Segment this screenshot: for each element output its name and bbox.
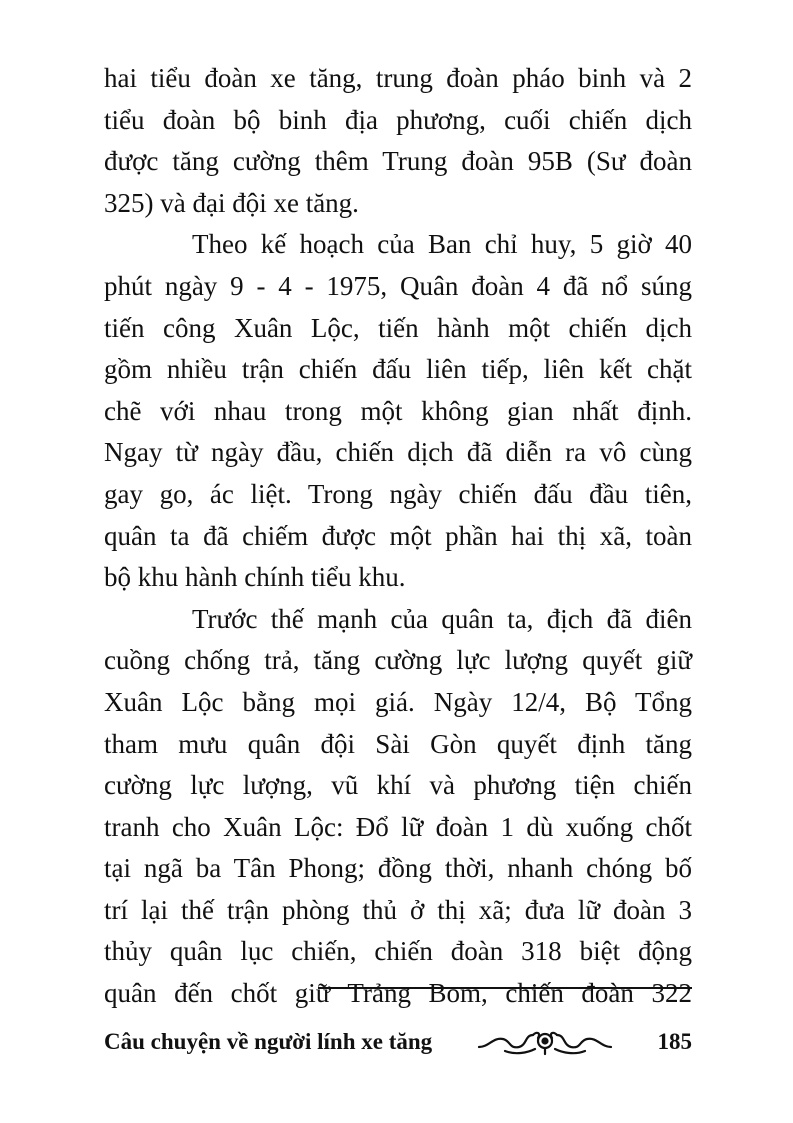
text-line: Ngay từ ngày đầu, chiến dịch đã diễn ra vô cùng <box>104 437 692 468</box>
paragraph <box>104 599 692 1015</box>
page-footer <box>104 1023 692 1061</box>
text-line: Theo kế hoạch của Ban chỉ huy, 5 giờ 40 <box>192 229 692 260</box>
flourish-ornament-icon <box>475 1027 615 1057</box>
page-number: 185 <box>657 1029 692 1054</box>
text-line: được tăng cường thêm Trung đoàn 95B (Sư đoàn <box>104 146 692 177</box>
text-line: cuồng chống trả, tăng cường lực lượng quyết giữ <box>104 645 692 676</box>
text-line: bộ khu hành chính tiểu khu. <box>104 562 406 593</box>
text-line: Xuân Lộc bằng mọi giá. Ngày 12/4, Bộ Tổng <box>104 686 692 717</box>
text-line: cường lực lượng, vũ khí và phương tiện chiến <box>104 770 692 801</box>
paragraph <box>104 58 692 224</box>
text-line: phút ngày 9 - 4 - 1975, Quân đoàn 4 đã nổ súng <box>104 270 692 301</box>
text-line: Trước thế mạnh của quân ta, địch đã điên <box>192 603 692 634</box>
text-line: tham mưu quân đội Sài Gòn quyết định tăng <box>104 728 692 759</box>
text-line: quân đến chốt giữ Trảng Bom, chiến đoàn 322 <box>104 978 692 1009</box>
footer-rule <box>318 987 692 989</box>
page-body-text <box>104 58 692 1015</box>
text-line: tiến công Xuân Lộc, tiến hành một chiến dịch <box>104 312 692 343</box>
running-book-title: Câu chuyện về người lính xe tăng <box>104 1029 433 1054</box>
text-line: chẽ với nhau trong một không gian nhất định. <box>104 395 692 426</box>
text-line: gồm nhiều trận chiến đấu liên tiếp, liên kết chặt <box>104 354 692 385</box>
text-line: quân ta đã chiếm được một phần hai thị xã, toàn <box>104 520 692 551</box>
text-line: tiểu đoàn bộ binh địa phương, cuối chiến dịch <box>104 104 692 135</box>
text-line: tranh cho Xuân Lộc: Đổ lữ đoàn 1 dù xuống chốt <box>104 811 692 842</box>
text-line: trí lại thế trận phòng thủ ở thị xã; đưa lữ đoàn 3 <box>104 894 692 925</box>
paragraph <box>104 224 692 598</box>
text-line: 325) và đại đội xe tăng. <box>104 187 359 218</box>
text-line: hai tiểu đoàn xe tăng, trung đoàn pháo binh và 2 <box>104 63 692 93</box>
text-line: gay go, ác liệt. Trong ngày chiến đấu đầu tiên, <box>104 478 692 509</box>
text-line: tại ngã ba Tân Phong; đồng thời, nhanh chóng bố <box>104 853 692 884</box>
text-line: thủy quân lục chiến, chiến đoàn 318 biệt động <box>104 936 692 967</box>
